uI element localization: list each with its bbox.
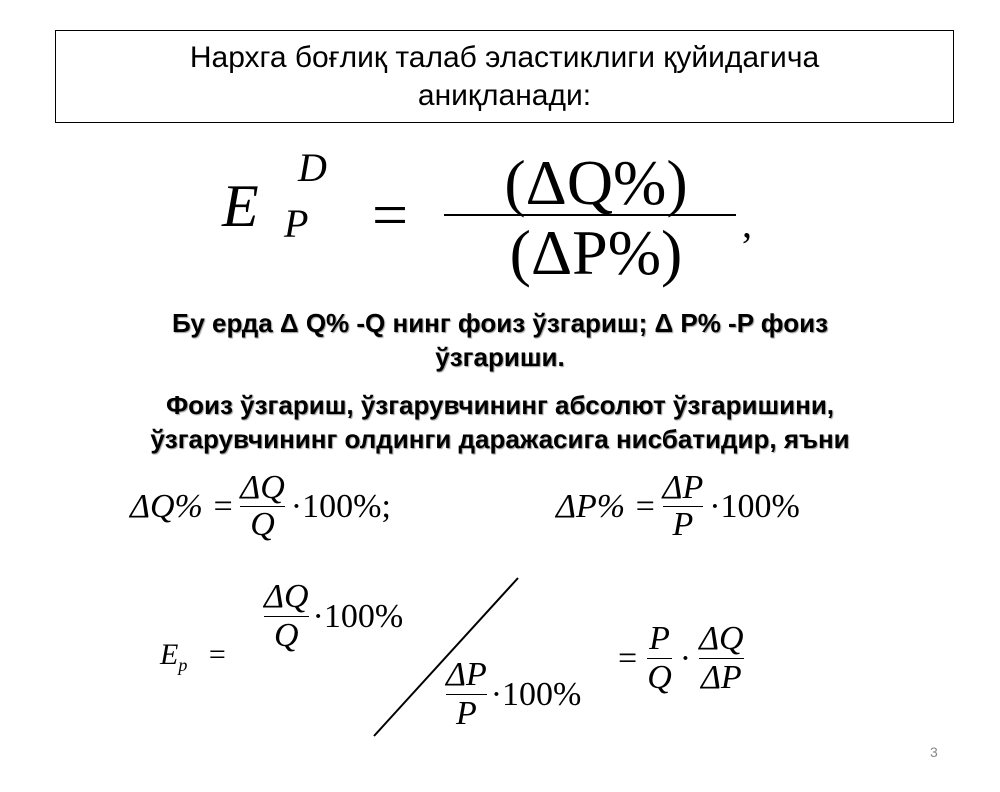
explanation-line-3: Фоиз ўзгариш, ўзгарувчининг абсолют ўзгаришини, xyxy=(165,390,835,420)
formula-p-lhs: ΔP% = xyxy=(556,487,657,525)
explanation-line-4: ўзгарувчининг олдинги даражасига нисбатидир, яъни xyxy=(150,424,850,454)
explanation-block-2 xyxy=(40,388,960,456)
formula-denominator: (ΔP%) xyxy=(509,217,683,288)
ep-bot-num: ΔP xyxy=(446,656,487,693)
formula-p-percent xyxy=(556,470,800,543)
ep-e: E xyxy=(160,638,179,671)
formula-q-tail: ·100%; xyxy=(290,487,391,525)
formula-q-num: ΔQ xyxy=(240,469,285,506)
formula-q-den: Q xyxy=(250,506,275,543)
formula-q-percent xyxy=(130,470,391,543)
ep-rhs-f2-num: ΔQ xyxy=(699,620,744,657)
formula-numerator: (ΔQ%) xyxy=(504,147,688,218)
title-box xyxy=(55,30,954,123)
ep-rhs-fraction-2 xyxy=(699,620,744,697)
formula-comma: , xyxy=(742,201,752,246)
formula-q-lhs: ΔQ% = xyxy=(130,487,235,525)
title-line-2: аниқланади: xyxy=(417,78,592,112)
ep-equals: = xyxy=(208,638,226,671)
formula-sub-p: P xyxy=(284,201,309,246)
formula-equals: = xyxy=(372,179,409,250)
ep-rhs-dot: · xyxy=(679,639,692,677)
formula-ep-rhs xyxy=(618,620,744,697)
ep-rhs-f1-num: P xyxy=(649,620,670,657)
main-elasticity-formula xyxy=(222,145,782,290)
ep-rhs-f1-den: Q xyxy=(647,659,672,696)
ep-rhs-equals: = xyxy=(618,639,638,677)
explanation-line-2: ўзгариши. xyxy=(435,342,565,372)
ep-top-den: Q xyxy=(273,617,299,654)
ep-rhs-f2-den: ΔP xyxy=(700,659,742,696)
formula-q-fraction xyxy=(240,470,285,543)
ep-top-tail: ·100% xyxy=(312,597,404,635)
formula-e: E xyxy=(222,173,259,239)
formula-p-num: ΔP xyxy=(662,469,704,506)
ep-top-fraction xyxy=(264,578,309,655)
formula-sup-d: D xyxy=(298,145,327,190)
explanation-block-1 xyxy=(40,306,960,374)
ep-sub: p xyxy=(178,655,188,675)
ep-bot-den: P xyxy=(455,695,477,732)
formula-ep-denominator xyxy=(446,656,581,733)
formula-p-fraction xyxy=(663,470,704,543)
ep-top-num: ΔQ xyxy=(264,578,309,615)
formula-p-den: P xyxy=(672,506,694,543)
formula-ep-lhs xyxy=(160,638,226,676)
page-number: 3 xyxy=(930,744,938,760)
ep-bot-fraction xyxy=(446,656,487,733)
ep-rhs-fraction-1 xyxy=(647,620,672,697)
title-line-1: Нархга боғлиқ талаб эластиклиги қуйидагича xyxy=(189,40,820,74)
ep-bot-tail: ·100% xyxy=(490,675,582,713)
formula-p-tail: ·100% xyxy=(709,487,800,525)
explanation-line-1: Бу ерда Δ Q% -Q нинг фоиз ўзгариш; Δ P% -P фоиз xyxy=(172,308,828,338)
